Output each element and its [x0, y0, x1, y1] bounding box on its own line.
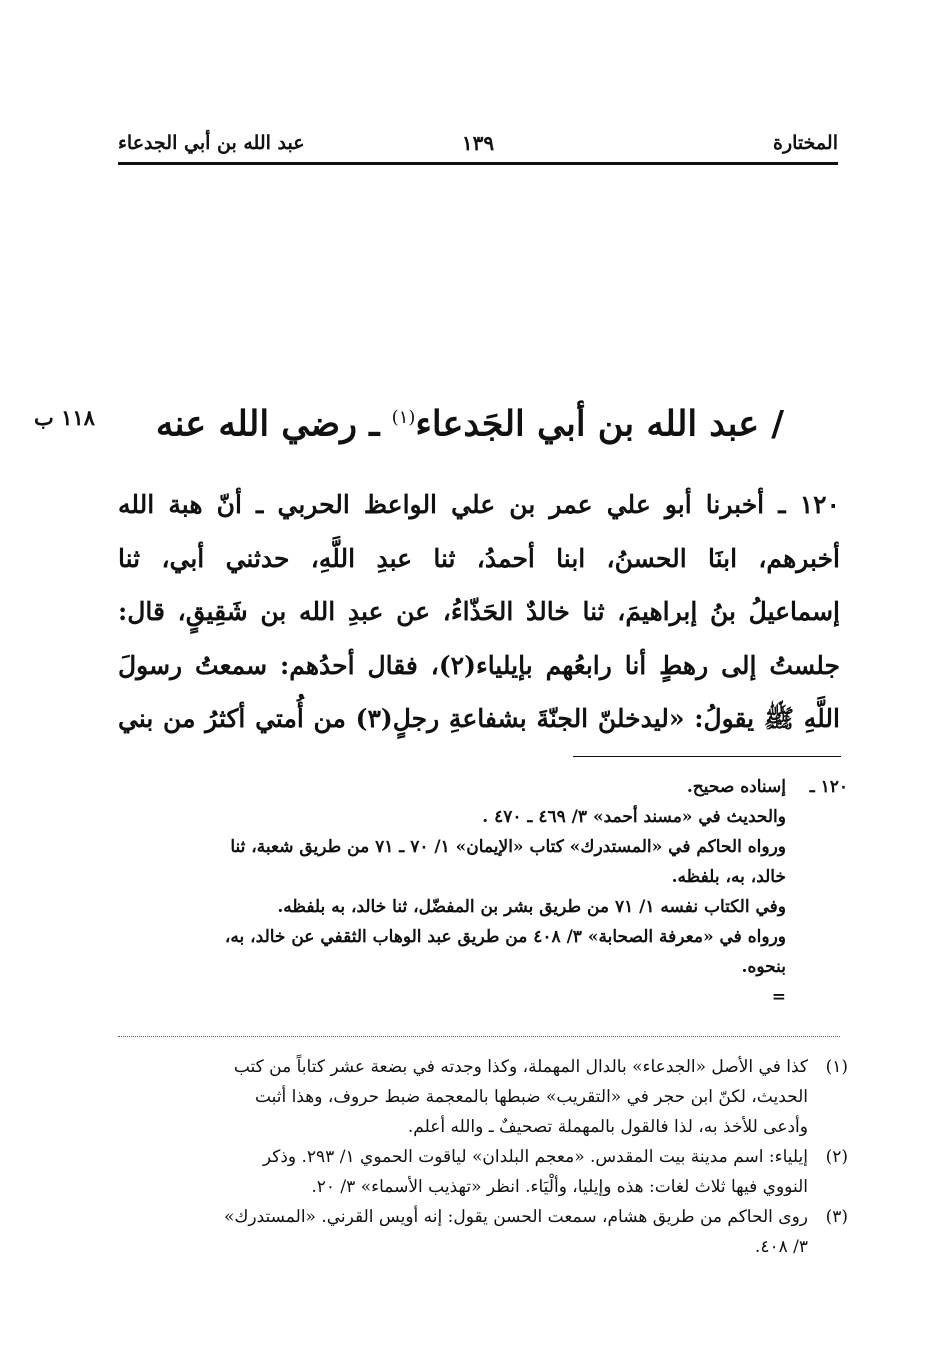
page-header	[118, 125, 838, 161]
takhrij-line	[118, 772, 848, 802]
margin-folio-note: ١١٨ ب	[34, 405, 95, 430]
main-text-line: جلستُ إلى رهطٍ أنا رابعُهم بإيلياء(٢)، فقال أحدُهم: سمعتُ رسولَ	[118, 650, 840, 680]
title-slash: /	[771, 403, 785, 445]
chapter-title	[150, 392, 790, 451]
running-head-book-title: المختارة	[773, 132, 838, 154]
takhrij-notes	[118, 772, 848, 1012]
title-suffix: ـ رضي الله عنه	[155, 403, 380, 445]
takhrij-line: وفي الكتاب نفسه ١/ ٧١ من طريق بشر بن المفضّل، ثنا خالد، به بلفظه.	[277, 897, 786, 917]
main-text-line: ١٢٠ ـ أخبرنا أبو علي عمر بن علي الواعظ الحربي ـ أنّ هبة الله	[118, 490, 840, 519]
takhrij-line: ورواه في «معرفة الصحابة» ٣/ ٤٠٨ من طريق عبد الوهاب الثقفي عن خالد، به،	[224, 927, 786, 947]
footnote-text: كذا في الأصل «الجدعاء» بالدال المهملة، وكذا وجدته في بضعة عشر كتاباً من كتب	[233, 1057, 808, 1077]
takhrij-line: خالد، به، بلفظه.	[671, 867, 786, 887]
footnote-number: (١)	[825, 1057, 848, 1077]
takhrij-separator	[573, 756, 841, 757]
footnote-number: (٢)	[825, 1147, 848, 1167]
footnote	[118, 1052, 848, 1142]
footnote-line: وأدعى للأخذ به، لذا فالقول بالمهملة تصحيفٌ ـ والله أعلم.	[407, 1117, 808, 1137]
takhrij-line: ورواه الحاكم في «المستدرك» كتاب «الإيمان» ١/ ٧٠ ـ ٧١ من طريق شعبة، ثنا	[230, 837, 786, 857]
footnote-line	[118, 1142, 848, 1172]
header-rule	[118, 162, 838, 165]
footnote-line: الحديث، لكنّ ابن حجر في «التقريب» ضبطها بالمعجمة ضبط حروف، وهذا أثبت	[254, 1087, 808, 1107]
footnote-text: روى الحاكم من طريق هشام، سمعت الحسن يقول: إنه أويس القرني. «المستدرك»	[223, 1207, 808, 1227]
page-number: ١٣٩	[461, 131, 495, 155]
footnote-line	[118, 1202, 848, 1232]
running-head-section-title: عبد الله بن أبي الجدعاء	[118, 132, 305, 154]
main-text-line: أخبرهم، ابنَا الحسنُ، ابنا أحمدُ، ثنا عبدِ اللَّهِ، حدثني أبي، ثنا	[118, 543, 840, 573]
footnote-line: النووي فيها ثلاث لغات: هذه وإيليا، وألْيَاء. انظر «تهذيب الأسماء» ٣/ ٢٠.	[311, 1177, 808, 1197]
takhrij-number: ١٢٠ ـ	[809, 777, 848, 797]
footnote	[118, 1142, 848, 1202]
footnotes	[118, 1052, 848, 1262]
takhrij-line: والحديث في «مسند أحمد» ٣/ ٤٦٩ ـ ٤٧٠ .	[482, 807, 786, 827]
main-text-line: اللَّهِ ﷺ يقولُ: «ليدخلنّ الجنّةَ بشفاعةِ رجلٍ(٣) من أُمتي أكثرُ من بني	[118, 704, 841, 733]
footnote	[118, 1202, 848, 1262]
continuation-mark: =	[771, 987, 786, 1007]
footnote-line: ٣/ ٤٠٨.	[754, 1237, 808, 1257]
footnote-text: إيلياء: اسم مدينة بيت المقدس. «معجم البلدان» لياقوت الحموي ١/ ٢٩٣. وذكر	[262, 1147, 808, 1167]
footnote-separator	[118, 1036, 840, 1037]
takhrij-line: بنحوه.	[741, 957, 786, 977]
main-text-line: إسماعيلُ بنُ إبراهيمَ، ثنا خالدٌ الحَذّاءُ، عن عبدِ الله بن شَقِيقٍ، قال:	[118, 597, 840, 626]
footnote-number: (٣)	[825, 1207, 848, 1227]
main-text	[118, 478, 840, 746]
footnote-line	[118, 1052, 848, 1082]
takhrij-first: إسناده صحيح.	[686, 777, 786, 797]
title-name: عبد الله بن أبي الجَدعاء	[415, 403, 760, 445]
title-footnote-ref: (١)	[391, 407, 416, 428]
